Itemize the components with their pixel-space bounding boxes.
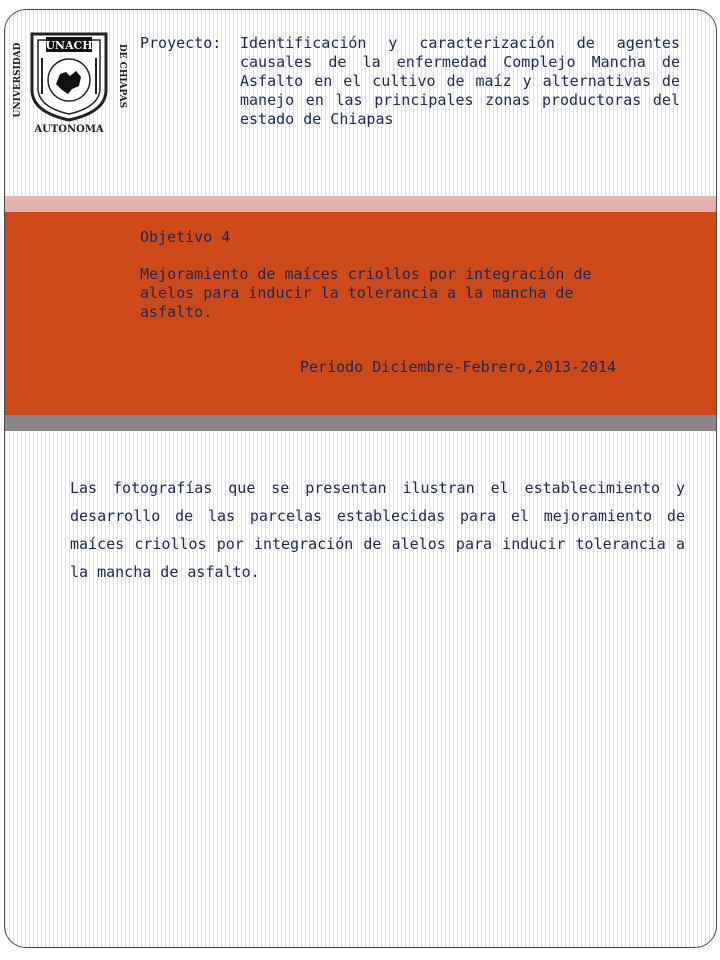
objective-title: Objetivo 4	[140, 228, 231, 246]
objective-text: Mejoramiento de maíces criollos por integración de alelos para inducir la tolerancia a la mancha de asfalto.	[140, 265, 592, 321]
project-header	[140, 34, 680, 129]
logo-right-text: DE CHIAPAS	[117, 43, 127, 109]
project-title: Identificación y caracterización de agentes causales de la enfermedad Complejo Mancha de Asfalto en el cultivo de maíz y alternativas de manejo en las principales zonas productoras del estado de Chiapas	[240, 34, 680, 128]
unach-logo	[8, 24, 130, 136]
project-label: Proyecto:	[140, 34, 222, 52]
band-top-stripe	[5, 196, 716, 212]
logo-bottom-text: AUTONOMA	[34, 124, 104, 135]
logo-left-text: UNIVERSIDAD	[13, 42, 23, 118]
band-bottom-stripe	[5, 415, 716, 431]
body-paragraph: Las fotografías que se presentan ilustran el establecimiento y desarrollo de las parcelas establecidas para el mejoramiento de maíces criollos por integración de alelos para inducir tolerancia a la mancha de asfalto.	[70, 479, 685, 581]
logo-top-text: UNACH	[45, 39, 93, 52]
period-text: Periodo Diciembre-Febrero,2013-2014	[300, 358, 617, 376]
